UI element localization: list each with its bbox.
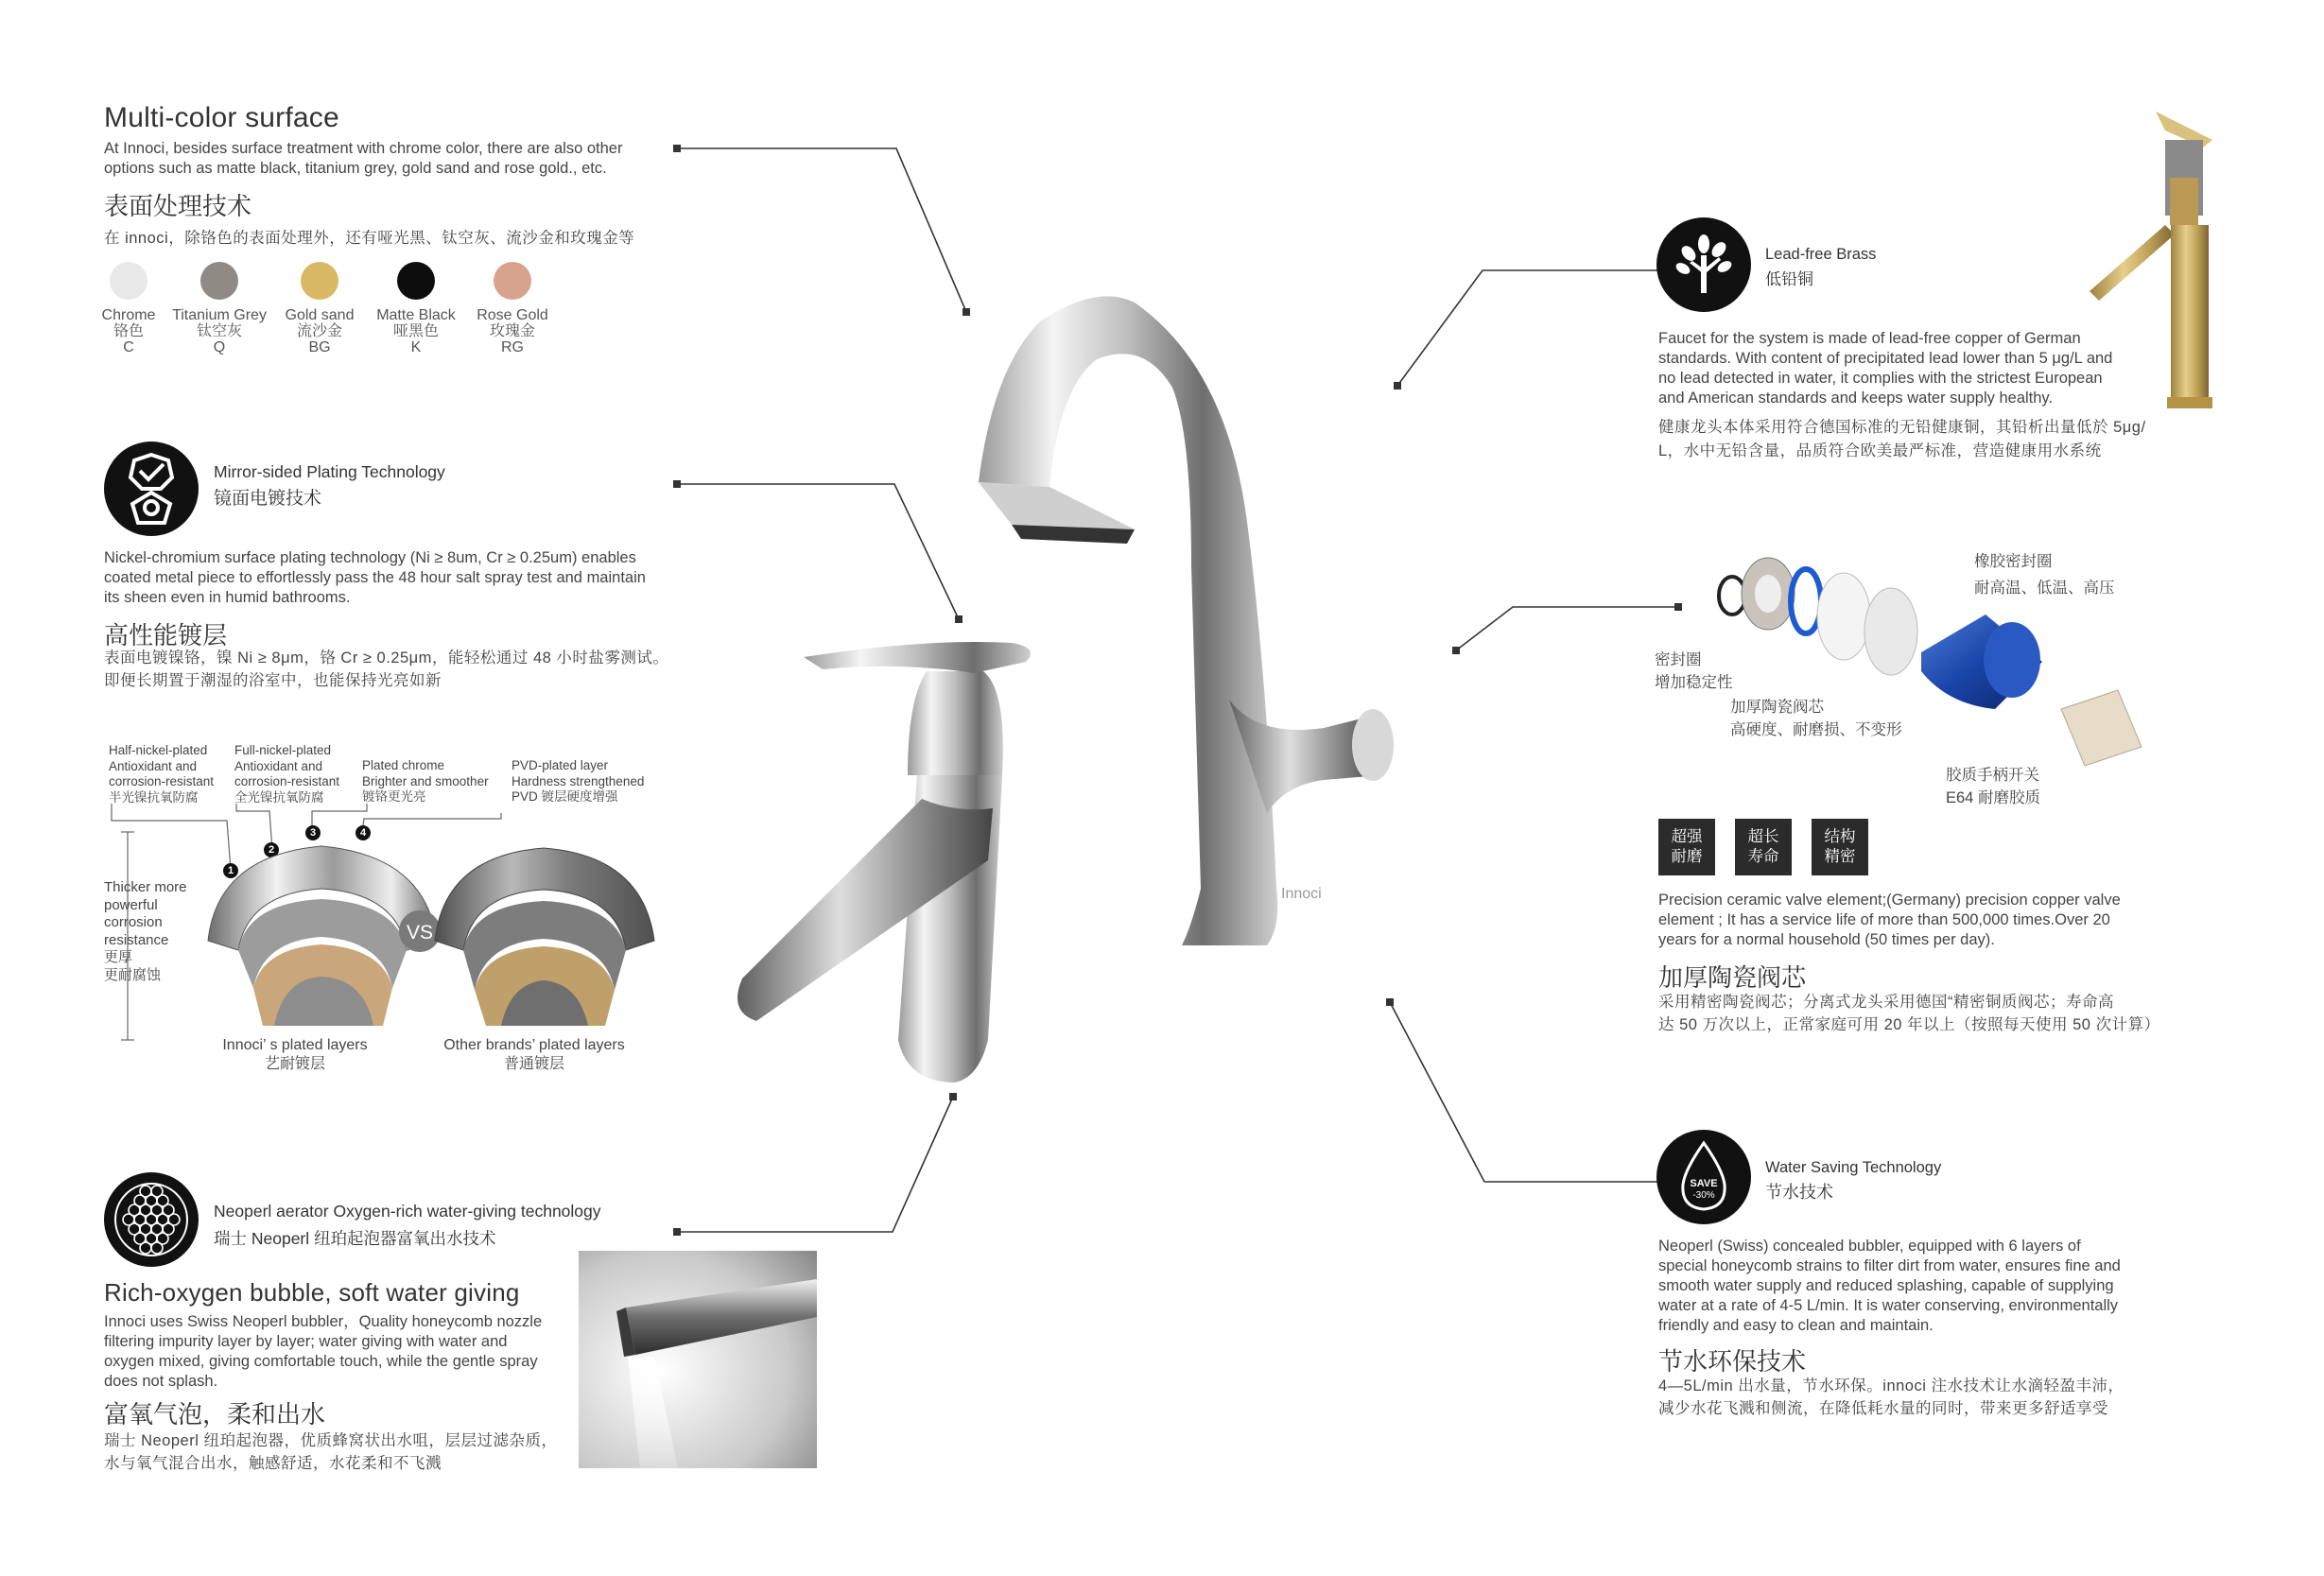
water-desc-5: friendly and easy to clean and maintain. [1658,1317,1934,1334]
swatch-cn: 流沙金 [296,323,342,339]
mirror-title-cn: 镜面电镀技术 [214,489,322,509]
layer-4-line-c: PVD 镀层硬度增强 [512,789,618,804]
layer-2-line-b: Antioxidant and [234,758,323,773]
swatch-cn: 玫瑰金 [489,323,535,339]
mirror-title: Mirror-sided Plating Technology [214,462,445,481]
layer-1-line-b: Antioxidant and [109,758,198,773]
layer-2-line-c: corrosion-resistant [234,774,340,788]
aerator-desc-1: Innoci uses Swiss Neoperl bubbler，Quality honeycomb nozzle [104,1313,543,1330]
thick-line-3: corrosion [104,914,163,930]
layer-number-1: 1 [223,863,238,878]
valve-desc-cn-1: 采用精密陶瓷阀芯；分离式龙头采用德国“精密铜质阀芯；寿命高 [1658,994,2114,1011]
seal-line-2: 增加稳定性 [1655,674,1733,691]
layer-1-line-d: 半光镍抗氧防腐 [109,789,199,805]
thicker-label [104,879,187,984]
valve-label-handle [1946,764,2040,809]
swatch-cn: 哑黑色 [392,323,439,339]
brass-title-cn: 低铅铜 [1765,270,1813,288]
badge-line-2: 精密 [1824,848,1856,865]
water-desc-cn-2: 减少水花飞溅和侧流，在降低耗水量的同时，带来更多舒适享受 [1658,1400,2108,1417]
aerator-desc-cn-2: 水与氧气混合出水，触感舒适，水花柔和不飞溅 [104,1455,442,1472]
water-drop-save-icon [1656,1130,1751,1224]
valve-desc-2: element ; It has a service life of more than 500,000 times.Over 20 [1658,911,2110,928]
swatch-en: Rose Gold [477,307,548,323]
aerator-title: Neoperl aerator Oxygen-rich water-giving technology [214,1202,601,1221]
thick-line-5: 更厚 [104,949,133,965]
aerator-heading: Rich-oxygen bubble, soft water giving [104,1278,520,1307]
brass-desc-3: no lead detected in water, it complies with the strictest European [1658,370,2103,387]
layer-number-2: 2 [264,842,279,857]
mirror-desc-cn-1: 表面电镀镍铬，镍 Ni ≥ 8μm，铬 Cr ≥ 0.25μm，能轻松通过 48 小时盐雾测试。 [104,649,669,667]
vs-text: VS [406,922,434,944]
brass-title: Lead-free Brass [1765,246,1877,263]
aerator-desc-3: oxygen mixed, giving comfortable touch, while the gentle spray [104,1353,538,1370]
plating-cross-section [189,837,662,1035]
multicolor-title: Multi-color surface [104,102,339,133]
layer-2-line-d: 全光镍抗氧防腐 [234,789,324,805]
brass-faucet-cutaway [2061,102,2250,414]
water-desc-3: smooth water supply and reduced splashing, capable of supplying [1658,1277,2114,1294]
handle-line-2: E64 耐磨胶质 [1946,789,2040,806]
swatch-en: Chrome [101,307,156,323]
water-title: Water Saving Technology [1765,1159,1942,1176]
other-layers-illustration [435,848,654,1026]
valve-label-ceramic [1730,696,1902,741]
aerator-desc-cn-1: 瑞士 Neoperl 纽珀起泡器，优质蜂窝状出水咀，层层过滤杂质， [104,1432,558,1449]
multicolor-desc-cn: 在 innoci，除铬色的表面处理外，还有哑光黑、钛空灰、流沙金和玫瑰金等 [104,230,635,247]
layer-number-4: 4 [356,825,371,840]
water-title-cn: 节水技术 [1765,1183,1833,1202]
swatch-code: RG [501,339,524,355]
swatch-code: C [123,339,134,355]
other-layers-caption [435,1036,633,1074]
faucet-illustration [737,284,1588,1182]
layer-1-line-c: corrosion-resistant [109,774,215,788]
save-text: SAVE [1690,1178,1718,1189]
seal-line-1: 密封圈 [1655,651,1702,668]
brass-desc-2: standards. With content of precipitated lead lower than 5 μg/L and [1658,350,2113,367]
thick-line-6: 更耐腐蚀 [104,966,162,983]
mirror-heading-cn: 高性能镀层 [104,621,228,649]
innoci-layers-caption [219,1036,371,1074]
innoci-caption-en: Innoci’ s plated layers [222,1037,368,1053]
layer-4-line-a: PVD-plated layer [512,758,609,772]
swatch-code: K [410,339,422,355]
tree-icon [1656,217,1751,312]
aerator-honeycomb-icon [104,1172,199,1267]
thick-line-4: resistance [104,931,169,948]
valve-desc-3: years for a normal household (50 times per day). [1658,931,1995,948]
multicolor-desc-1: At Innoci, besides surface treatment with chrome color, there are also other [104,140,623,157]
ceramic-line-2: 高硬度、耐磨损、不变形 [1730,721,1902,738]
swatch-cn: 铬色 [113,323,144,339]
badge-line-1: 超强 [1671,828,1703,845]
valve-label-seal [1655,649,1733,694]
valve-label-rubber [1974,550,2115,599]
multicolor-title-cn: 表面处理技术 [104,192,252,220]
swatch-code: Q [213,339,226,355]
badge-line-1: 超长 [1747,828,1779,845]
layer-1-line-a: Half-nickel-plated [109,743,208,757]
layer-3-line-c: 镀铬更光亮 [362,789,426,804]
swatch-en: Titanium Grey [172,307,267,323]
swatch-code: BG [308,339,331,355]
water-desc-cn-1: 4—5L/min 出水量，节水环保。innoci 注水技术让水滴轻盈丰沛， [1658,1377,2125,1394]
badge-line-1: 结构 [1824,828,1856,845]
layer-2-line-a: Full-nickel-plated [234,743,332,757]
ceramic-line-1: 加厚陶瓷阀芯 [1730,699,1824,716]
aerator-heading-cn: 富氧气泡，柔和出水 [104,1400,326,1429]
faucet-brand-mark: Innoci [1281,886,1322,902]
layer-4-line-b: Hardness strengthened [512,773,645,788]
rubber-line-2: 耐高温、低温、高压 [1974,580,2115,597]
badge-wear-resistant [1658,819,1715,875]
water-desc-1: Neoperl (Swiss) concealed bubbler, equipped with 6 layers of [1658,1238,2081,1255]
swatch-cn: 钛空灰 [196,323,242,339]
badge-line-2: 耐磨 [1671,848,1703,865]
valve-desc-1: Precision ceramic valve element;(Germany) precision copper valve [1658,892,2121,909]
mirror-desc-3: its sheen even in humid bathrooms. [104,589,351,606]
water-heading-cn: 节水环保技术 [1658,1347,1807,1376]
layer-3-line-a: Plated chrome [362,758,445,772]
aerator-spout-photo [579,1251,817,1468]
water-desc-4: water at a rate of 4-5 L/min. It is water conserving, environmentally [1658,1297,2119,1314]
aerator-title-cn: 瑞士 Neoperl 纽珀起泡器富氧出水技术 [214,1229,496,1248]
swatch-en: Gold sand [285,307,355,323]
multicolor-desc-2: options such as matte black, titanium grey, gold sand and rose gold., etc. [104,160,607,177]
mirror-desc-1: Nickel-chromium surface plating technology (Ni ≥ 8um, Cr ≥ 0.25um) enables [104,549,636,566]
brass-desc-1: Faucet for the system is made of lead-free copper of German [1658,330,2081,347]
other-caption-en: Other brands’ plated layers [443,1037,625,1053]
handle-line-1: 胶质手柄开关 [1946,767,2039,784]
short-faucet [737,642,1031,1082]
layer-3-line-b: Brighter and smoother [362,773,489,788]
save-percent: -30% [1692,1190,1715,1201]
innoci-caption-cn: 艺耐镀层 [264,1056,325,1072]
badge-long-life [1735,819,1792,875]
aerator-desc-2: filtering impurity layer by layer; water giving with water and [104,1333,508,1350]
tall-faucet [979,296,1394,945]
valve-desc-cn-2: 达 50 万次以上，正常家庭可用 20 年以上（按照每天使用 50 次计算） [1658,1016,2160,1033]
swatch-en: Matte Black [376,307,456,323]
valve-heading-cn: 加厚陶瓷阀芯 [1658,963,1807,992]
badge-precise-structure [1812,819,1868,875]
thick-line-2: powerful [104,896,158,913]
mirror-desc-2: coated metal piece to effortlessly pass the 48 hour salt spray test and maintain [104,569,646,586]
brass-desc-cn-1: 健康龙头本体采用符合德国标准的无铅健康铜，其铅析出量低於 5μg/ [1658,419,2146,436]
thick-line-1: Thicker more [104,879,187,895]
layer-number-3: 3 [305,825,321,840]
badge-line-2: 寿命 [1747,848,1779,865]
brass-desc-4: and American standards and keeps water supply healthy. [1658,390,2054,407]
aerator-desc-4: does not splash. [104,1373,218,1390]
mirror-desc-cn-2: 即便长期置于潮湿的浴室中，也能保持光亮如新 [104,672,442,689]
other-caption-cn: 普通镀层 [503,1056,564,1072]
water-desc-2: special honeycomb strains to filter dirt from water, ensures fine and [1658,1257,2121,1274]
brass-desc-cn-2: L，水中无铅含量，品质符合欧美最严标准，营造健康用水系统 [1658,442,2102,459]
rubber-line-1: 橡胶密封圈 [1974,553,2053,570]
